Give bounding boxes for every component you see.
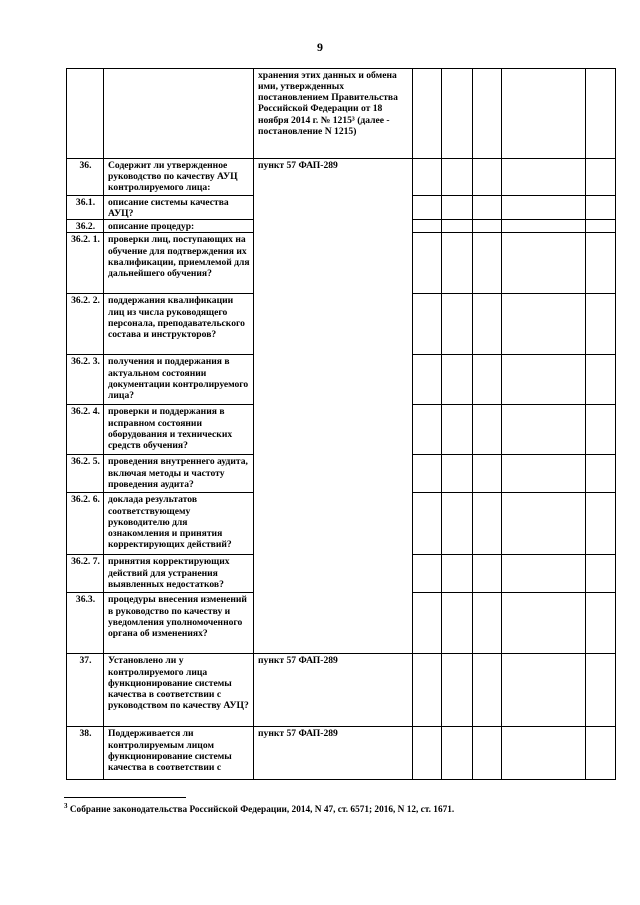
answer-cell bbox=[413, 294, 442, 355]
answer-cell bbox=[473, 455, 502, 493]
notes-cell bbox=[586, 593, 616, 654]
notes-cell bbox=[502, 233, 586, 294]
answer-cell bbox=[413, 233, 442, 294]
answer-cell bbox=[442, 196, 473, 220]
notes-cell bbox=[586, 455, 616, 493]
row-reference: пункт 57 ФАП-289 bbox=[254, 159, 413, 654]
answer-cell bbox=[442, 593, 473, 654]
row-question: Установлено ли у контролируемого лица функционирование системы качества в соответствии с руководством по качеству АУЦ? bbox=[104, 654, 254, 727]
row-question: проведения внутреннего аудита, включая методы и частоту проведения аудита? bbox=[104, 455, 254, 493]
answer-cell bbox=[413, 405, 442, 455]
answer-cell bbox=[413, 555, 442, 593]
answer-cell bbox=[473, 493, 502, 555]
notes-cell bbox=[502, 405, 586, 455]
row-question: поддержания квалификации лиц из числа руководящего персонала, преподавательского состава и инструкторов? bbox=[104, 294, 254, 355]
answer-cell bbox=[442, 727, 473, 780]
answer-cell bbox=[473, 355, 502, 405]
notes-cell bbox=[502, 69, 586, 159]
row-question: описание системы качества АУЦ? bbox=[104, 196, 254, 220]
notes-cell bbox=[502, 555, 586, 593]
answer-cell bbox=[413, 727, 442, 780]
answer-cell bbox=[473, 220, 502, 233]
row-question: описание процедур: bbox=[104, 220, 254, 233]
notes-cell bbox=[586, 493, 616, 555]
row-number: 36.2. 7. bbox=[67, 555, 104, 593]
answer-cell bbox=[413, 455, 442, 493]
answer-cell bbox=[442, 493, 473, 555]
footnote-divider bbox=[64, 797, 186, 798]
answer-cell bbox=[413, 493, 442, 555]
notes-cell bbox=[586, 196, 616, 220]
row-reference: пункт 57 ФАП-289 bbox=[254, 654, 413, 727]
notes-cell bbox=[586, 159, 616, 196]
page-number: 9 bbox=[317, 40, 323, 54]
notes-cell bbox=[586, 727, 616, 780]
notes-cell bbox=[502, 455, 586, 493]
row-number: 37. bbox=[67, 654, 104, 727]
row-question bbox=[104, 69, 254, 159]
row-number bbox=[67, 69, 104, 159]
notes-cell bbox=[586, 555, 616, 593]
table-row bbox=[67, 69, 616, 159]
answer-cell bbox=[413, 654, 442, 727]
answer-cell bbox=[413, 159, 442, 196]
answer-cell bbox=[442, 455, 473, 493]
table-row bbox=[67, 654, 616, 727]
notes-cell bbox=[502, 654, 586, 727]
answer-cell bbox=[473, 405, 502, 455]
answer-cell bbox=[442, 555, 473, 593]
row-question: доклада результатов соответствующему руководителю для ознакомления и принятия корректирующих действий? bbox=[104, 493, 254, 555]
row-number: 36.2. bbox=[67, 220, 104, 233]
row-question: получения и поддержания в актуальном состоянии документации контролируемого лица? bbox=[104, 355, 254, 405]
row-reference: хранения этих данных и обмена ими, утвержденных постановлением Правительства Российской Федерации от 18 ноября 2014 г. № 1215³ (далее - постановление N 1215) bbox=[254, 69, 413, 159]
answer-cell bbox=[473, 727, 502, 780]
answer-cell bbox=[473, 555, 502, 593]
answer-cell bbox=[413, 220, 442, 233]
answer-cell bbox=[442, 654, 473, 727]
notes-cell bbox=[586, 220, 616, 233]
answer-cell bbox=[442, 405, 473, 455]
notes-cell bbox=[586, 405, 616, 455]
notes-cell bbox=[586, 355, 616, 405]
notes-cell bbox=[586, 69, 616, 159]
notes-cell bbox=[502, 727, 586, 780]
notes-cell bbox=[586, 233, 616, 294]
notes-cell bbox=[502, 355, 586, 405]
answer-cell bbox=[442, 69, 473, 159]
answer-cell bbox=[413, 196, 442, 220]
row-number: 36.2. 2. bbox=[67, 294, 104, 355]
notes-cell bbox=[586, 294, 616, 355]
row-number: 36.2. 5. bbox=[67, 455, 104, 493]
answer-cell bbox=[442, 294, 473, 355]
row-number: 36.2. 1. bbox=[67, 233, 104, 294]
row-number: 36.2. 3. bbox=[67, 355, 104, 405]
answer-cell bbox=[473, 69, 502, 159]
row-question: принятия корректирующих действий для устранения выявленных недостатков? bbox=[104, 555, 254, 593]
answer-cell bbox=[442, 233, 473, 294]
row-question: Поддерживается ли контролируемым лицом функционирование системы качества в соответствии с bbox=[104, 727, 254, 780]
answer-cell bbox=[473, 233, 502, 294]
table-row bbox=[67, 159, 616, 196]
notes-cell bbox=[502, 220, 586, 233]
notes-cell bbox=[502, 196, 586, 220]
answer-cell bbox=[413, 593, 442, 654]
row-question: проверки и поддержания в исправном состоянии оборудования и технических средств обучения? bbox=[104, 405, 254, 455]
checklist-table bbox=[66, 68, 616, 780]
row-number: 36.1. bbox=[67, 196, 104, 220]
notes-cell bbox=[502, 493, 586, 555]
answer-cell bbox=[473, 159, 502, 196]
answer-cell bbox=[442, 355, 473, 405]
answer-cell bbox=[473, 294, 502, 355]
notes-cell bbox=[502, 593, 586, 654]
answer-cell bbox=[473, 593, 502, 654]
row-number: 36.2. 6. bbox=[67, 493, 104, 555]
footnote-text: Собрание законодательства Российской Федерации, 2014, N 47, ст. 6571; 2016, N 12, ст. 1671. bbox=[69, 805, 455, 816]
row-reference: пункт 57 ФАП-289 bbox=[254, 727, 413, 780]
answer-cell bbox=[473, 654, 502, 727]
footnote-marker: 3 bbox=[64, 802, 68, 810]
row-number: 36.2. 4. bbox=[67, 405, 104, 455]
answer-cell bbox=[413, 355, 442, 405]
notes-cell bbox=[502, 159, 586, 196]
notes-cell bbox=[502, 294, 586, 355]
answer-cell bbox=[413, 69, 442, 159]
row-question: проверки лиц, поступающих на обучение для подтверждения их квалификации, приемлемой для дальнейшего обучения? bbox=[104, 233, 254, 294]
notes-cell bbox=[586, 654, 616, 727]
answer-cell bbox=[442, 220, 473, 233]
footnote bbox=[64, 802, 624, 815]
answer-cell bbox=[442, 159, 473, 196]
answer-cell bbox=[473, 196, 502, 220]
row-number: 36.3. bbox=[67, 593, 104, 654]
row-number: 38. bbox=[67, 727, 104, 780]
row-question: Содержит ли утвержденное руководство по качеству АУЦ контролируемого лица: bbox=[104, 159, 254, 196]
row-question: процедуры внесения изменений в руководство по качеству и уведомления уполномоченного органа об изменениях? bbox=[104, 593, 254, 654]
table-row bbox=[67, 727, 616, 780]
row-number: 36. bbox=[67, 159, 104, 196]
